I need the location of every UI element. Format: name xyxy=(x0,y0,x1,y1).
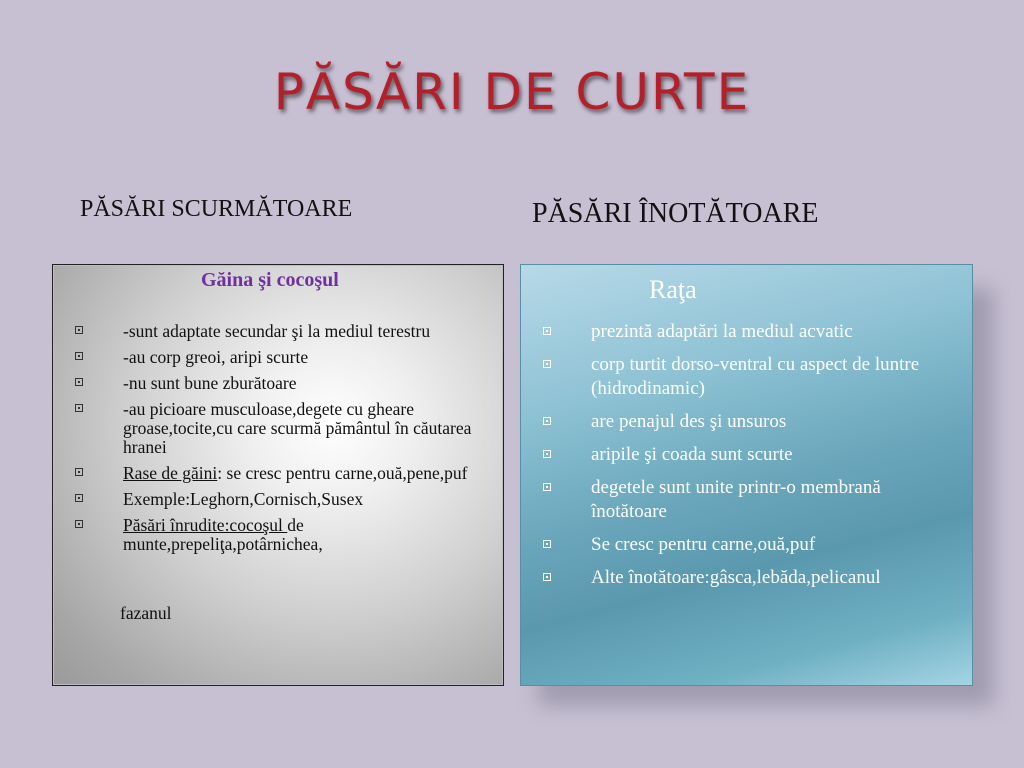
list-item-text: corp turtit dorso-ventral cu aspect de luntre (hidrodinamic) xyxy=(591,354,920,399)
list-item-text: are penajul des şi unsuros xyxy=(591,411,787,432)
list-item-text: Exemple:Leghorn,Cornisch,Susex xyxy=(123,489,364,509)
square-bullet-icon xyxy=(543,450,551,458)
list-item xyxy=(543,353,958,401)
list-item-text: -sunt adaptate secundar şi la mediul terestru xyxy=(123,321,431,341)
list-item xyxy=(543,443,958,467)
list-item-text: -au picioare musculoase,degete cu gheare groase,tocite,cu care scurmă pământul în căutarea hranei xyxy=(123,399,472,457)
list-item-text: : se cresc pentru carne,ouă,pene,puf xyxy=(217,463,468,483)
square-bullet-icon xyxy=(75,520,83,528)
list-item xyxy=(75,516,495,554)
list-item-text: degetele sunt unite printr-o membrană înotătoare xyxy=(591,477,881,522)
list-item xyxy=(75,464,495,483)
list-item-text: Alte înotătoare:gâsca,lebăda,pelicanul xyxy=(591,567,881,588)
square-bullet-icon xyxy=(543,417,551,425)
pasari-inrudite-link[interactable]: Păsări înrudite:cocoşul xyxy=(123,515,288,535)
list-item-text: de munte,prepeliţa,potârnichea, xyxy=(123,515,323,554)
list-item xyxy=(543,410,958,434)
list-item xyxy=(75,374,495,393)
heading-inotatoare: PĂSĂRI ÎNOTĂTOARE xyxy=(532,198,819,229)
list-continuation-text: fazanul xyxy=(120,603,172,623)
list-item xyxy=(543,320,958,344)
square-bullet-icon xyxy=(75,468,83,476)
list-item xyxy=(75,400,495,457)
right-bullet-list xyxy=(543,320,958,599)
heading-scurmatoare: PĂSĂRI SCURMĂTOARE xyxy=(80,196,353,222)
square-bullet-icon xyxy=(543,327,551,335)
list-item-text: -au corp greoi, aripi scurte xyxy=(123,347,309,367)
list-item-text: prezintă adaptări la mediul acvatic xyxy=(591,321,853,342)
square-bullet-icon xyxy=(75,404,83,412)
square-bullet-icon xyxy=(543,483,551,491)
square-bullet-icon xyxy=(75,326,83,334)
square-bullet-icon xyxy=(75,494,83,502)
square-bullet-icon xyxy=(75,378,83,386)
list-item xyxy=(543,533,958,557)
square-bullet-icon xyxy=(543,573,551,581)
right-panel-title: Raţa xyxy=(649,275,697,304)
square-bullet-icon xyxy=(543,540,551,548)
square-bullet-icon xyxy=(543,360,551,368)
left-panel-title: Găina şi cocoşul xyxy=(201,269,339,291)
list-item-text: aripile şi coada sunt scurte xyxy=(591,444,793,465)
square-bullet-icon xyxy=(75,352,83,360)
list-item xyxy=(75,322,495,341)
slide-title: PĂSĂRI DE CURTE xyxy=(273,63,751,121)
left-bullet-list xyxy=(75,322,495,561)
list-item xyxy=(75,348,495,367)
list-item xyxy=(543,476,958,524)
left-content-panel xyxy=(52,264,504,686)
list-item xyxy=(543,566,958,590)
list-item-text: Se cresc pentru carne,ouă,puf xyxy=(591,534,816,555)
rase-de-gaini-link[interactable]: Rase de găini xyxy=(123,463,218,483)
list-item xyxy=(75,490,495,509)
right-content-panel xyxy=(520,264,973,686)
list-item-text: -nu sunt bune zburătoare xyxy=(123,373,297,393)
